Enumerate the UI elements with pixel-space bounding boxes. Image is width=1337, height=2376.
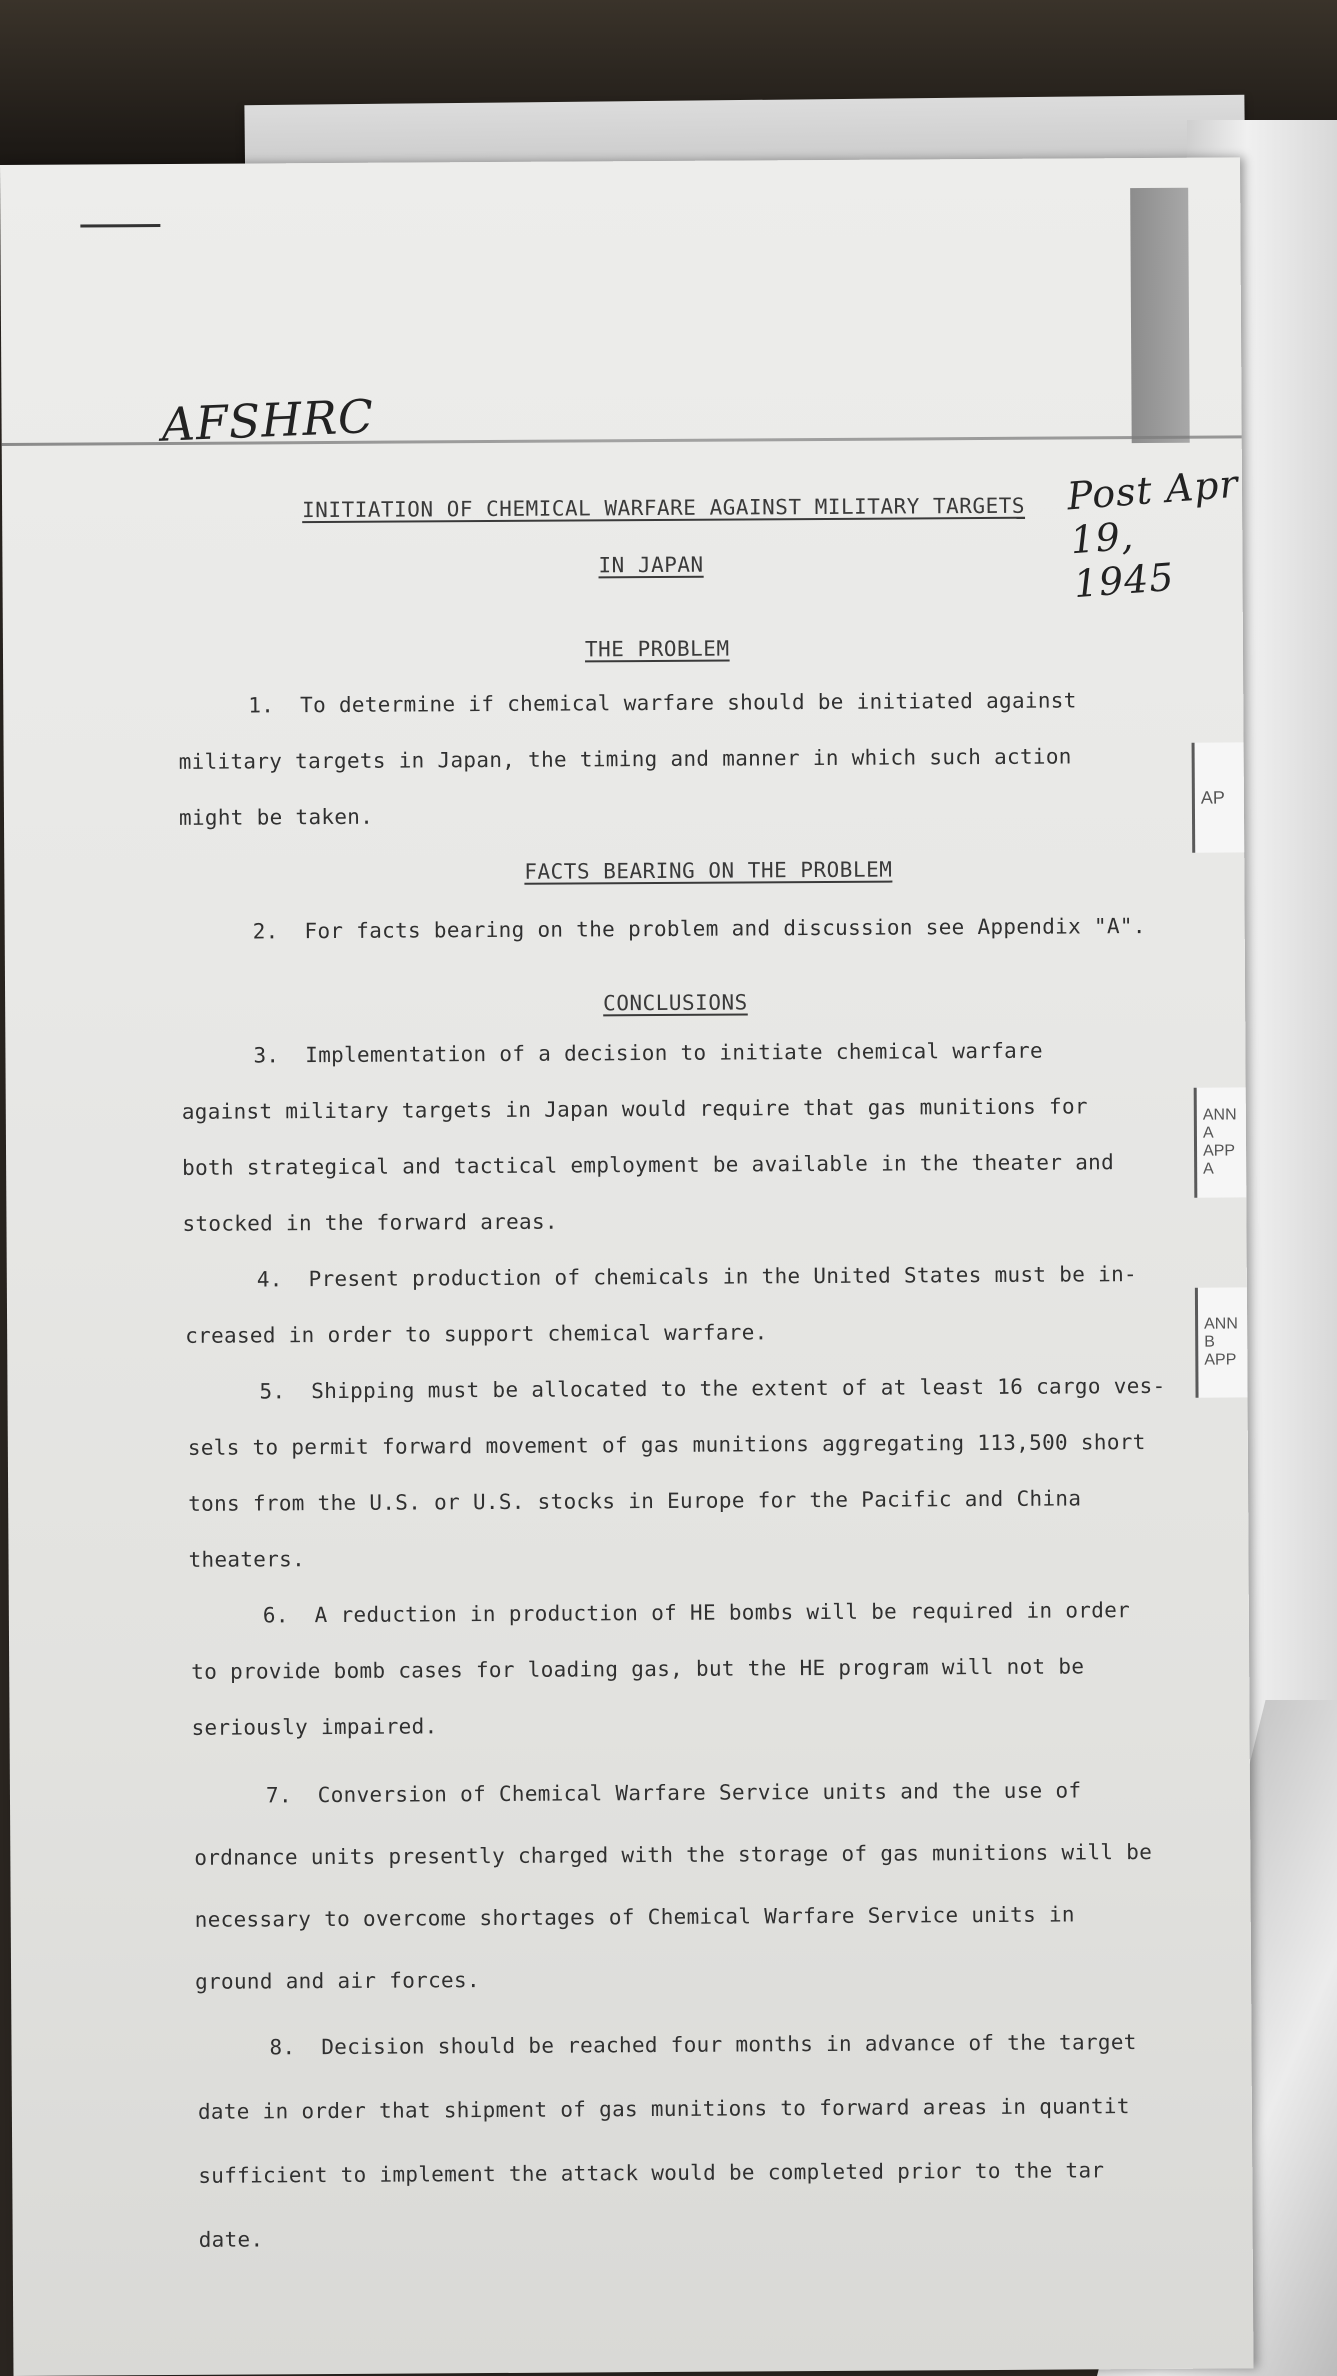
tab-label: ANN A APP A — [1202, 1106, 1237, 1178]
document-page — [0, 157, 1253, 2376]
paragraph-line: 6. A reduction in production of HE bombs will be required in order — [262, 1598, 1131, 1628]
paragraph-line: both strategical and tactical employment be available in the theater and — [182, 1150, 1115, 1180]
appendix-tab-ann-a[interactable] — [1194, 1087, 1247, 1197]
paragraph-line: against military targets in Japan would require that gas munitions for — [181, 1094, 1088, 1124]
section-heading-conclusions: CONCLUSIONS — [603, 990, 748, 1016]
handwritten-date: Post Apr 19, 1945 — [1065, 461, 1241, 607]
section-heading-facts: FACTS BEARING ON THE PROBLEM — [524, 857, 893, 884]
paragraph-line: theaters. — [188, 1547, 306, 1572]
handwritten-stamp: AFSHRC — [160, 389, 376, 452]
paragraph-line: military targets in Japan, the timing and manner in which such action — [178, 744, 1072, 774]
tab-label: AP — [1200, 787, 1225, 808]
pen-mark — [80, 224, 160, 227]
paragraph-line: sels to permit forward movement of gas munitions aggregating 113,500 short — [187, 1430, 1146, 1460]
paragraph-line: 3. Implementation of a decision to initiate chemical warfare — [253, 1038, 1044, 1068]
document-title-line-1: INITIATION OF CHEMICAL WARFARE AGAINST MILITARY TARGETS — [302, 493, 1026, 523]
paragraph-line: 5. Shipping must be allocated to the extent of at least 16 cargo ves- — [259, 1373, 1166, 1404]
appendix-tab-ann-b[interactable] — [1195, 1287, 1248, 1397]
paragraph-line: 7. Conversion of Chemical Warfare Service units and the use of — [265, 1778, 1082, 1808]
paragraph-line: creased in order to support chemical warfare. — [185, 1320, 768, 1348]
paragraph-line: to provide bomb cases for loading gas, but the HE program will not be — [191, 1654, 1085, 1684]
paragraph-line: 8. Decision should be reached four months in advance of the target — [269, 2030, 1137, 2060]
paragraph-line: 4. Present production of chemicals in the United States must be in- — [256, 1262, 1138, 1292]
paragraph-line: 1. To determine if chemical warfare should be initiated against — [248, 688, 1077, 718]
paragraph-line: date in order that shipment of gas munitions to forward areas in quantit — [197, 2094, 1130, 2124]
appendix-tab-ap[interactable] — [1192, 742, 1245, 852]
section-heading-problem: THE PROBLEM — [584, 636, 730, 662]
paragraph-line: sufficient to implement the attack would be completed prior to the tar — [198, 2158, 1105, 2188]
paragraph-line: 2. For facts bearing on the problem and discussion see Appendix "A". — [252, 914, 1146, 944]
paragraph-line: ground and air forces. — [195, 1968, 480, 1994]
gray-tab-strip — [1130, 188, 1190, 443]
paragraph-line: might be taken. — [178, 804, 374, 830]
tab-label: ANN B APP — [1204, 1315, 1238, 1369]
paragraph-line: date. — [198, 2227, 264, 2252]
document-title-line-2: IN JAPAN — [598, 552, 704, 578]
paragraph-line: necessary to overcome shortages of Chemical Warfare Service units in — [194, 1902, 1075, 1932]
paragraph-line: tons from the U.S. or U.S. stocks in Europe for the Pacific and China — [188, 1486, 1082, 1516]
paragraph-line: seriously impaired. — [191, 1714, 438, 1740]
paragraph-line: ordnance units presently charged with the storage of gas munitions will be — [194, 1839, 1153, 1870]
paragraph-line: stocked in the forward areas. — [182, 1209, 558, 1236]
